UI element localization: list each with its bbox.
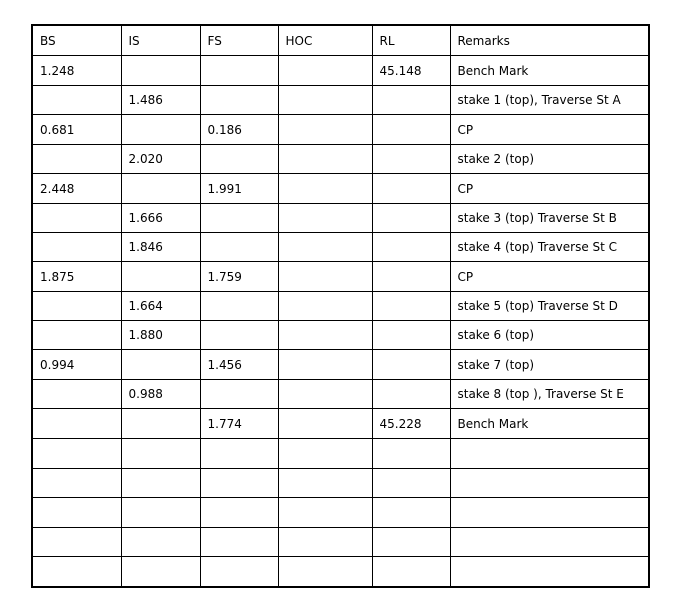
cell-is [121, 115, 200, 145]
cell-fs: 1.774 [200, 409, 278, 439]
cell-hoc [278, 115, 372, 145]
cell-bs [32, 204, 121, 233]
header-rl: RL [372, 25, 450, 56]
cell-hoc [278, 528, 372, 557]
cell-rl [372, 557, 450, 588]
table-row [32, 528, 649, 557]
cell-is [121, 557, 200, 588]
table-row [32, 262, 649, 292]
cell-is [121, 469, 200, 498]
cell-bs: 1.875 [32, 262, 121, 292]
cell-rl [372, 528, 450, 557]
header-hoc: HOC [278, 25, 372, 56]
cell-rl [372, 262, 450, 292]
cell-bs: 2.448 [32, 174, 121, 204]
cell-is: 1.486 [121, 86, 200, 115]
cell-is [121, 409, 200, 439]
cell-rl [372, 469, 450, 498]
cell-rl [372, 321, 450, 350]
cell-fs: 1.991 [200, 174, 278, 204]
cell-rl [372, 350, 450, 380]
cell-hoc [278, 233, 372, 262]
cell-rl [372, 145, 450, 174]
cell-bs [32, 86, 121, 115]
cell-rl [372, 498, 450, 528]
cell-bs [32, 380, 121, 409]
cell-hoc [278, 145, 372, 174]
cell-bs: 1.248 [32, 56, 121, 86]
cell-hoc [278, 321, 372, 350]
cell-fs [200, 321, 278, 350]
table-row [32, 380, 649, 409]
cell-remarks [450, 469, 649, 498]
cell-hoc [278, 498, 372, 528]
cell-hoc [278, 469, 372, 498]
cell-is [121, 350, 200, 380]
cell-remarks: stake 8 (top ), Traverse St E [450, 380, 649, 409]
cell-rl [372, 86, 450, 115]
cell-hoc [278, 174, 372, 204]
cell-remarks: stake 4 (top) Traverse St C [450, 233, 649, 262]
cell-fs: 0.186 [200, 115, 278, 145]
cell-is [121, 174, 200, 204]
cell-remarks: CP [450, 262, 649, 292]
cell-bs [32, 528, 121, 557]
level-book-sheet [31, 24, 650, 588]
cell-is [121, 528, 200, 557]
cell-bs: 0.681 [32, 115, 121, 145]
cell-remarks: stake 7 (top) [450, 350, 649, 380]
table-row [32, 233, 649, 262]
table-row [32, 292, 649, 321]
cell-fs: 1.456 [200, 350, 278, 380]
table-row [32, 86, 649, 115]
table-row [32, 174, 649, 204]
cell-hoc [278, 350, 372, 380]
cell-is [121, 56, 200, 86]
header-bs: BS [32, 25, 121, 56]
cell-fs [200, 292, 278, 321]
cell-is: 1.666 [121, 204, 200, 233]
cell-hoc [278, 292, 372, 321]
cell-rl [372, 292, 450, 321]
cell-remarks: CP [450, 174, 649, 204]
cell-bs [32, 321, 121, 350]
cell-is [121, 498, 200, 528]
cell-fs [200, 86, 278, 115]
cell-bs: 0.994 [32, 350, 121, 380]
cell-fs [200, 145, 278, 174]
table-row [32, 498, 649, 528]
header-fs: FS [200, 25, 278, 56]
cell-rl [372, 115, 450, 145]
cell-is: 1.664 [121, 292, 200, 321]
cell-remarks [450, 439, 649, 469]
cell-remarks: stake 5 (top) Traverse St D [450, 292, 649, 321]
cell-is [121, 262, 200, 292]
cell-fs [200, 56, 278, 86]
cell-hoc [278, 262, 372, 292]
table-row [32, 115, 649, 145]
cell-is: 2.020 [121, 145, 200, 174]
cell-fs [200, 439, 278, 469]
table-row [32, 469, 649, 498]
cell-rl [372, 233, 450, 262]
cell-rl [372, 380, 450, 409]
cell-is: 1.880 [121, 321, 200, 350]
cell-bs [32, 498, 121, 528]
cell-remarks [450, 528, 649, 557]
cell-remarks [450, 498, 649, 528]
cell-fs [200, 557, 278, 588]
cell-rl [372, 204, 450, 233]
cell-fs [200, 233, 278, 262]
cell-remarks [450, 557, 649, 588]
cell-remarks: CP [450, 115, 649, 145]
table-body [32, 25, 649, 587]
cell-hoc [278, 439, 372, 469]
cell-fs: 1.759 [200, 262, 278, 292]
cell-is [121, 439, 200, 469]
cell-fs [200, 528, 278, 557]
header-row [32, 25, 649, 56]
cell-bs [32, 233, 121, 262]
cell-remarks: stake 1 (top), Traverse St A [450, 86, 649, 115]
cell-hoc [278, 557, 372, 588]
cell-hoc [278, 204, 372, 233]
cell-remarks: Bench Mark [450, 409, 649, 439]
cell-rl [372, 439, 450, 469]
table-row [32, 557, 649, 588]
cell-bs [32, 292, 121, 321]
table-row [32, 56, 649, 86]
cell-rl: 45.148 [372, 56, 450, 86]
cell-bs [32, 557, 121, 588]
header-is: IS [121, 25, 200, 56]
cell-hoc [278, 56, 372, 86]
cell-fs [200, 380, 278, 409]
cell-bs [32, 409, 121, 439]
cell-remarks: stake 3 (top) Traverse St B [450, 204, 649, 233]
cell-fs [200, 498, 278, 528]
cell-bs [32, 439, 121, 469]
cell-fs [200, 204, 278, 233]
cell-rl: 45.228 [372, 409, 450, 439]
cell-bs [32, 469, 121, 498]
cell-bs [32, 145, 121, 174]
cell-remarks: Bench Mark [450, 56, 649, 86]
cell-hoc [278, 380, 372, 409]
table-row [32, 321, 649, 350]
cell-hoc [278, 409, 372, 439]
cell-is: 1.846 [121, 233, 200, 262]
cell-is: 0.988 [121, 380, 200, 409]
header-remarks: Remarks [450, 25, 649, 56]
cell-remarks: stake 2 (top) [450, 145, 649, 174]
table-row [32, 350, 649, 380]
level-book-table [31, 24, 650, 588]
table-row [32, 439, 649, 469]
cell-hoc [278, 86, 372, 115]
table-row [32, 204, 649, 233]
table-row [32, 145, 649, 174]
cell-rl [372, 174, 450, 204]
cell-fs [200, 469, 278, 498]
table-row [32, 409, 649, 439]
cell-remarks: stake 6 (top) [450, 321, 649, 350]
